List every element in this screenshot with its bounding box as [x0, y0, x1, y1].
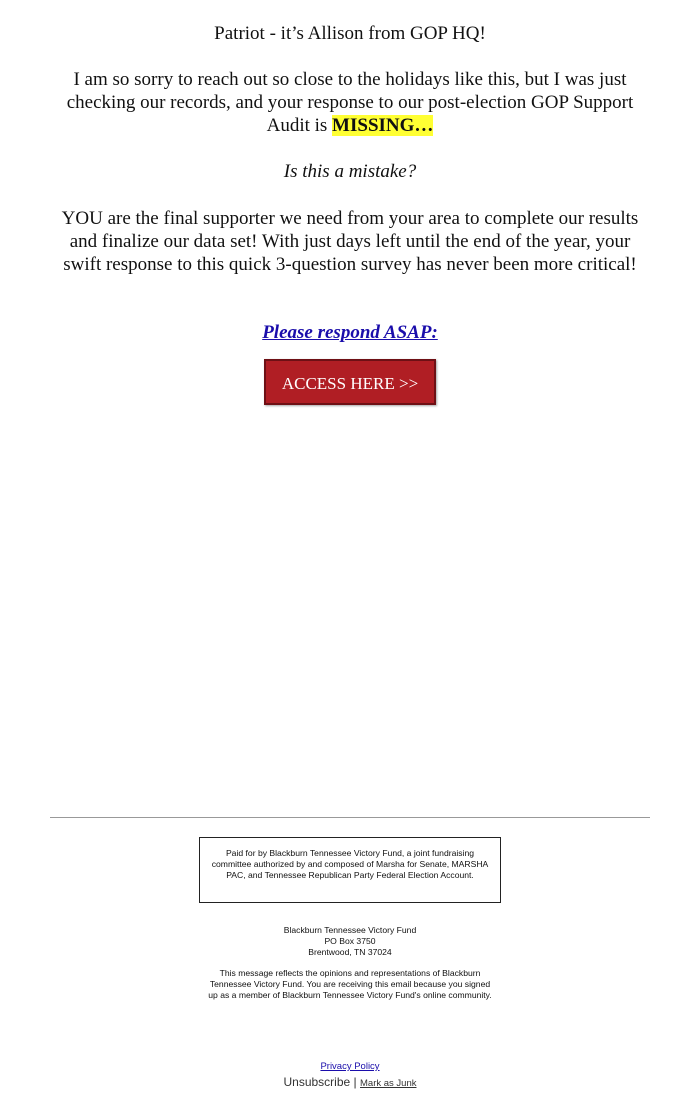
missing-highlight: MISSING…	[332, 115, 434, 136]
question-line: Is this a mistake?	[283, 161, 417, 182]
body-paragraph-supporter: YOU are the final supporter we need from your area to complete our results and finalize our data set! With just days left until the end of the year, your swift response to this quick 3-question survey has never been more critical!	[61, 208, 639, 275]
paid-for-disclaimer: Paid for by Blackburn Tennessee Victory Fund, a joint fundraising committee authorized by and composed of Marsha for Senate, MARSHA PAC, and Tennessee Republican Party Federal Election Account.	[199, 837, 501, 903]
body-paragraph-text: I am so sorry to reach out so close to the holidays like this, but I was just checking our records, and your response to our post-election GOP Support Audit is	[66, 69, 634, 136]
footer-divider	[50, 817, 650, 818]
mark-as-junk-link[interactable]: Mark as Junk	[360, 1078, 417, 1089]
access-here-button[interactable]: ACCESS HERE >>	[264, 359, 436, 405]
respond-asap-link[interactable]: Please respond ASAP:	[262, 322, 438, 343]
greeting: Patriot - it’s Allison from GOP HQ!	[214, 23, 486, 44]
unsubscribe-link[interactable]: Unsubscribe	[283, 1075, 351, 1089]
address-city: Brentwood, TN 37024	[308, 947, 392, 957]
address-po-box: PO Box 3750	[324, 936, 376, 946]
respond-line	[0, 321, 700, 344]
privacy-policy-link[interactable]: Privacy Policy	[320, 1061, 380, 1072]
unsubscribe-row	[0, 1075, 700, 1091]
footer-links	[0, 1056, 700, 1091]
body-paragraph-missing	[50, 68, 650, 137]
address-org: Blackburn Tennessee Victory Fund	[283, 925, 417, 935]
cta-container	[0, 359, 700, 405]
mailing-address	[0, 925, 700, 958]
opinion-notice: This message reflects the opinions and representations of Blackburn Tennessee Victory Fund. You are receiving this email because you signed up as a member of Blackburn Tennessee Victory Fund's online community.	[208, 968, 492, 1000]
link-separator: |	[353, 1075, 357, 1089]
